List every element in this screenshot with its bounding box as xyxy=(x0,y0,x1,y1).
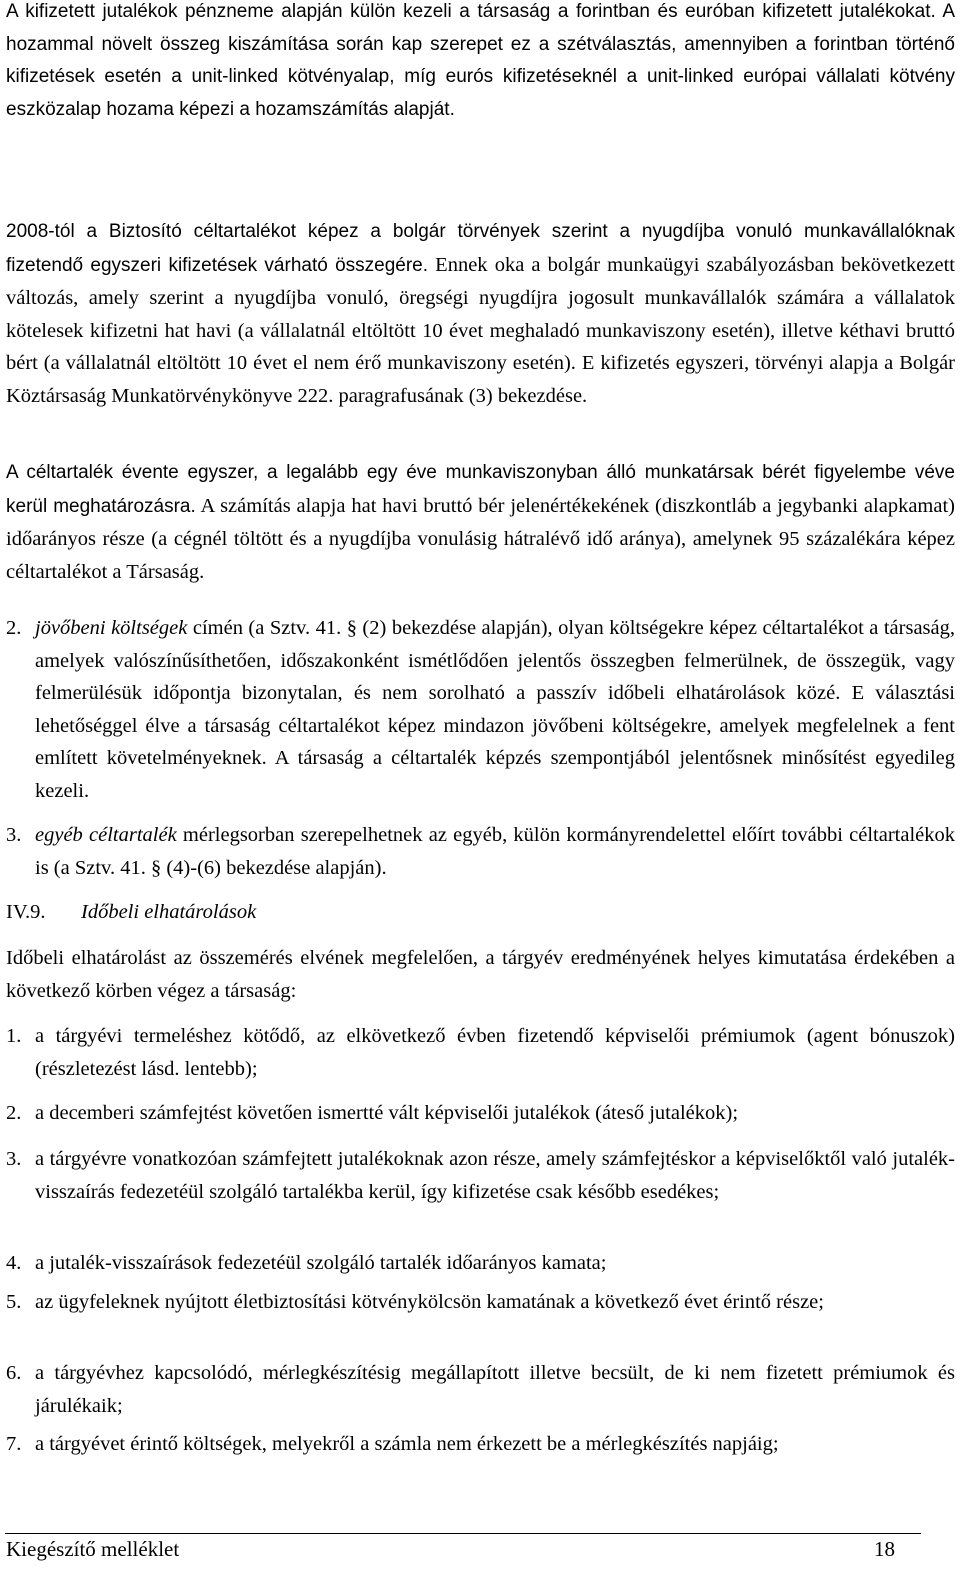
page-number: 18 xyxy=(874,1537,895,1561)
list-item-number: 4. xyxy=(6,1252,22,1274)
list-item-text: a tárgyévhez kapcsolódó, mérlegkészítésig megállapított illetve becsült, de ki nem fizetett prémiumok és járulékaik; xyxy=(35,1362,955,1417)
paragraph-bolgar-celtartalek xyxy=(6,216,955,412)
list-item-term: jövőbeni költségek xyxy=(35,617,188,639)
paragraph-text-sans: A céltartalék évente egyszer, a legalább egy éve munkaviszonyban álló munkatársak bérét figyelembe véve kerül meghatározásra. xyxy=(6,462,955,517)
list-item xyxy=(6,1286,955,1319)
section-heading xyxy=(6,896,257,929)
list-item-number: 6. xyxy=(6,1362,22,1384)
paragraph-text-serif: A számítás alapja hat havi bruttó bér jelenértékekének (diszkontláb a jegybanki alapkamat) időarányos része (a cégnél töltött és a nyugdíjba vonulásig hátralévő idő aránya), amelynek 95 százalékára képez céltartalékot a Társaság. xyxy=(6,494,955,583)
paragraph-intro xyxy=(6,942,955,1007)
list-item xyxy=(6,1097,955,1130)
list-item-number: 3. xyxy=(6,1148,22,1170)
list-item-text: a tárgyévi termeléshez kötődő, az elkövetkező évben fizetendő képviselői prémiumok (agent bónuszok) (részletezést lásd. lentebb); xyxy=(35,1025,955,1080)
list-item-text: mérlegsorban szerepelhetnek az egyéb, külön kormányrendelettel előírt további céltartalékok is (a Sztv. 41. § (4)-(6) bekezdése alapján). xyxy=(35,824,956,879)
list-item-egyeb-celtartalek xyxy=(6,819,955,884)
paragraph-text: Időbeli elhatárolást az összemérés elvének megfelelően, a tárgyév eredményének helyes kimutatása érdekében a következő körben végez a társaság: xyxy=(6,947,955,1002)
list-item-number: 7. xyxy=(6,1433,22,1455)
list-item xyxy=(6,1428,955,1461)
list-item xyxy=(6,1357,955,1422)
list-item xyxy=(6,1143,955,1208)
paragraph-text-sans: 2008-tól a Biztosító céltartalékot képez a bolgár törvények szerint a nyugdíjba vonuló munkavállalóknak fizetendő egyszeri kifizetések várható összegére. xyxy=(6,221,955,276)
list-item-text: a decemberi számfejtést követően ismertté vált képviselői jutalékok (áteső jutalékok); xyxy=(35,1102,739,1124)
list-item-text: címén (a Sztv. 41. § (2) bekezdése alapján), olyan költségekre képez céltartalékot a társaság, amelyek valószínűsíthetően, időszakonként ismétlődően jelentős összegben felmerülnek, de összegük, vagy felmerülésük időpontja bizonytalan, és nem sorolható a passzív időbeli elhatárolások közé. E választási lehetőséggel élve a társaság céltartalékot képez mindazon jövőbeni költségekre, amelyek megfelelnek a fent említett követelményeknek. A társaság a céltartalék képzés szempontjából jelentősnek minősítést egyedileg kezeli. xyxy=(35,617,956,802)
list-item-text: a jutalék-visszaírások fedezetéül szolgáló tartalék időarányos kamata; xyxy=(35,1252,607,1274)
list-item-number: 3. xyxy=(6,824,22,846)
list-item xyxy=(6,1020,955,1085)
list-item-number: 2. xyxy=(6,1102,22,1124)
paragraph-jutalek-penznem xyxy=(6,0,955,126)
list-item-number: 1. xyxy=(6,1025,22,1047)
list-item-text: az ügyfeleknek nyújtott életbiztosítási kötvénykölcsön kamatának a következő évet érintő része; xyxy=(35,1291,824,1313)
section-number: IV.9. xyxy=(6,901,46,923)
list-item xyxy=(6,1247,955,1280)
list-item-number: 5. xyxy=(6,1291,22,1313)
list-item-text: a tárgyévre vonatkozóan számfejtett jutalékoknak azon része, amely számfejtéskor a képviselőktől való jutalék-visszaírás fedezetéül szolgáló tartalékba kerül, így kifizetése csak később esedékes; xyxy=(35,1148,955,1203)
paragraph-celtartalek-szamitas xyxy=(6,457,955,588)
section-title: Időbeli elhatárolások xyxy=(81,901,257,923)
list-item-term: egyéb céltartalék xyxy=(35,824,177,846)
list-item-jovobeni-koltsegek xyxy=(6,612,955,807)
list-item-number: 2. xyxy=(6,617,22,639)
footer-divider xyxy=(5,1533,921,1534)
paragraph-text: A kifizetett jutalékok pénzneme alapján külön kezeli a társaság a forintban és euróban kifizetett jutalékokat. A hozammal növelt összeg kiszámítása során kap szerepet ez a szétválasztás, amennyiben a forintban történő kifizetések esetén a unit-linked kötvényalap, míg eurós kifizetéseknél a unit-linked európai vállalati kötvény eszközalap hozama képezi a hozamszámítás alapját. xyxy=(6,1,955,120)
footer-title: Kiegészítő melléklet xyxy=(6,1537,180,1561)
paragraph-text-serif: Ennek oka a bolgár munkaügyi szabályozásban bekövetkezett változás, amely szerint a nyugdíjba vonuló, öregségi nyugdíjra jogosult munkavállalók számára a vállalatok kötelesek kifizetni hat havi (a vállalatnál eltöltött 10 évet meghaladó munkaviszony esetén), illetve kéthavi bruttó bért (a vállalatnál eltöltött 10 évet el nem érő munkaviszony esetén). E kifizetés egyszeri, törvényi alapja a Bolgár Köztársaság Munkatörvénykönyve 222. paragrafusának (3) bekezdése. xyxy=(6,253,955,407)
list-item-text: a tárgyévet érintő költségek, melyekről a számla nem érkezett be a mérlegkészítés napjáig; xyxy=(35,1433,779,1455)
